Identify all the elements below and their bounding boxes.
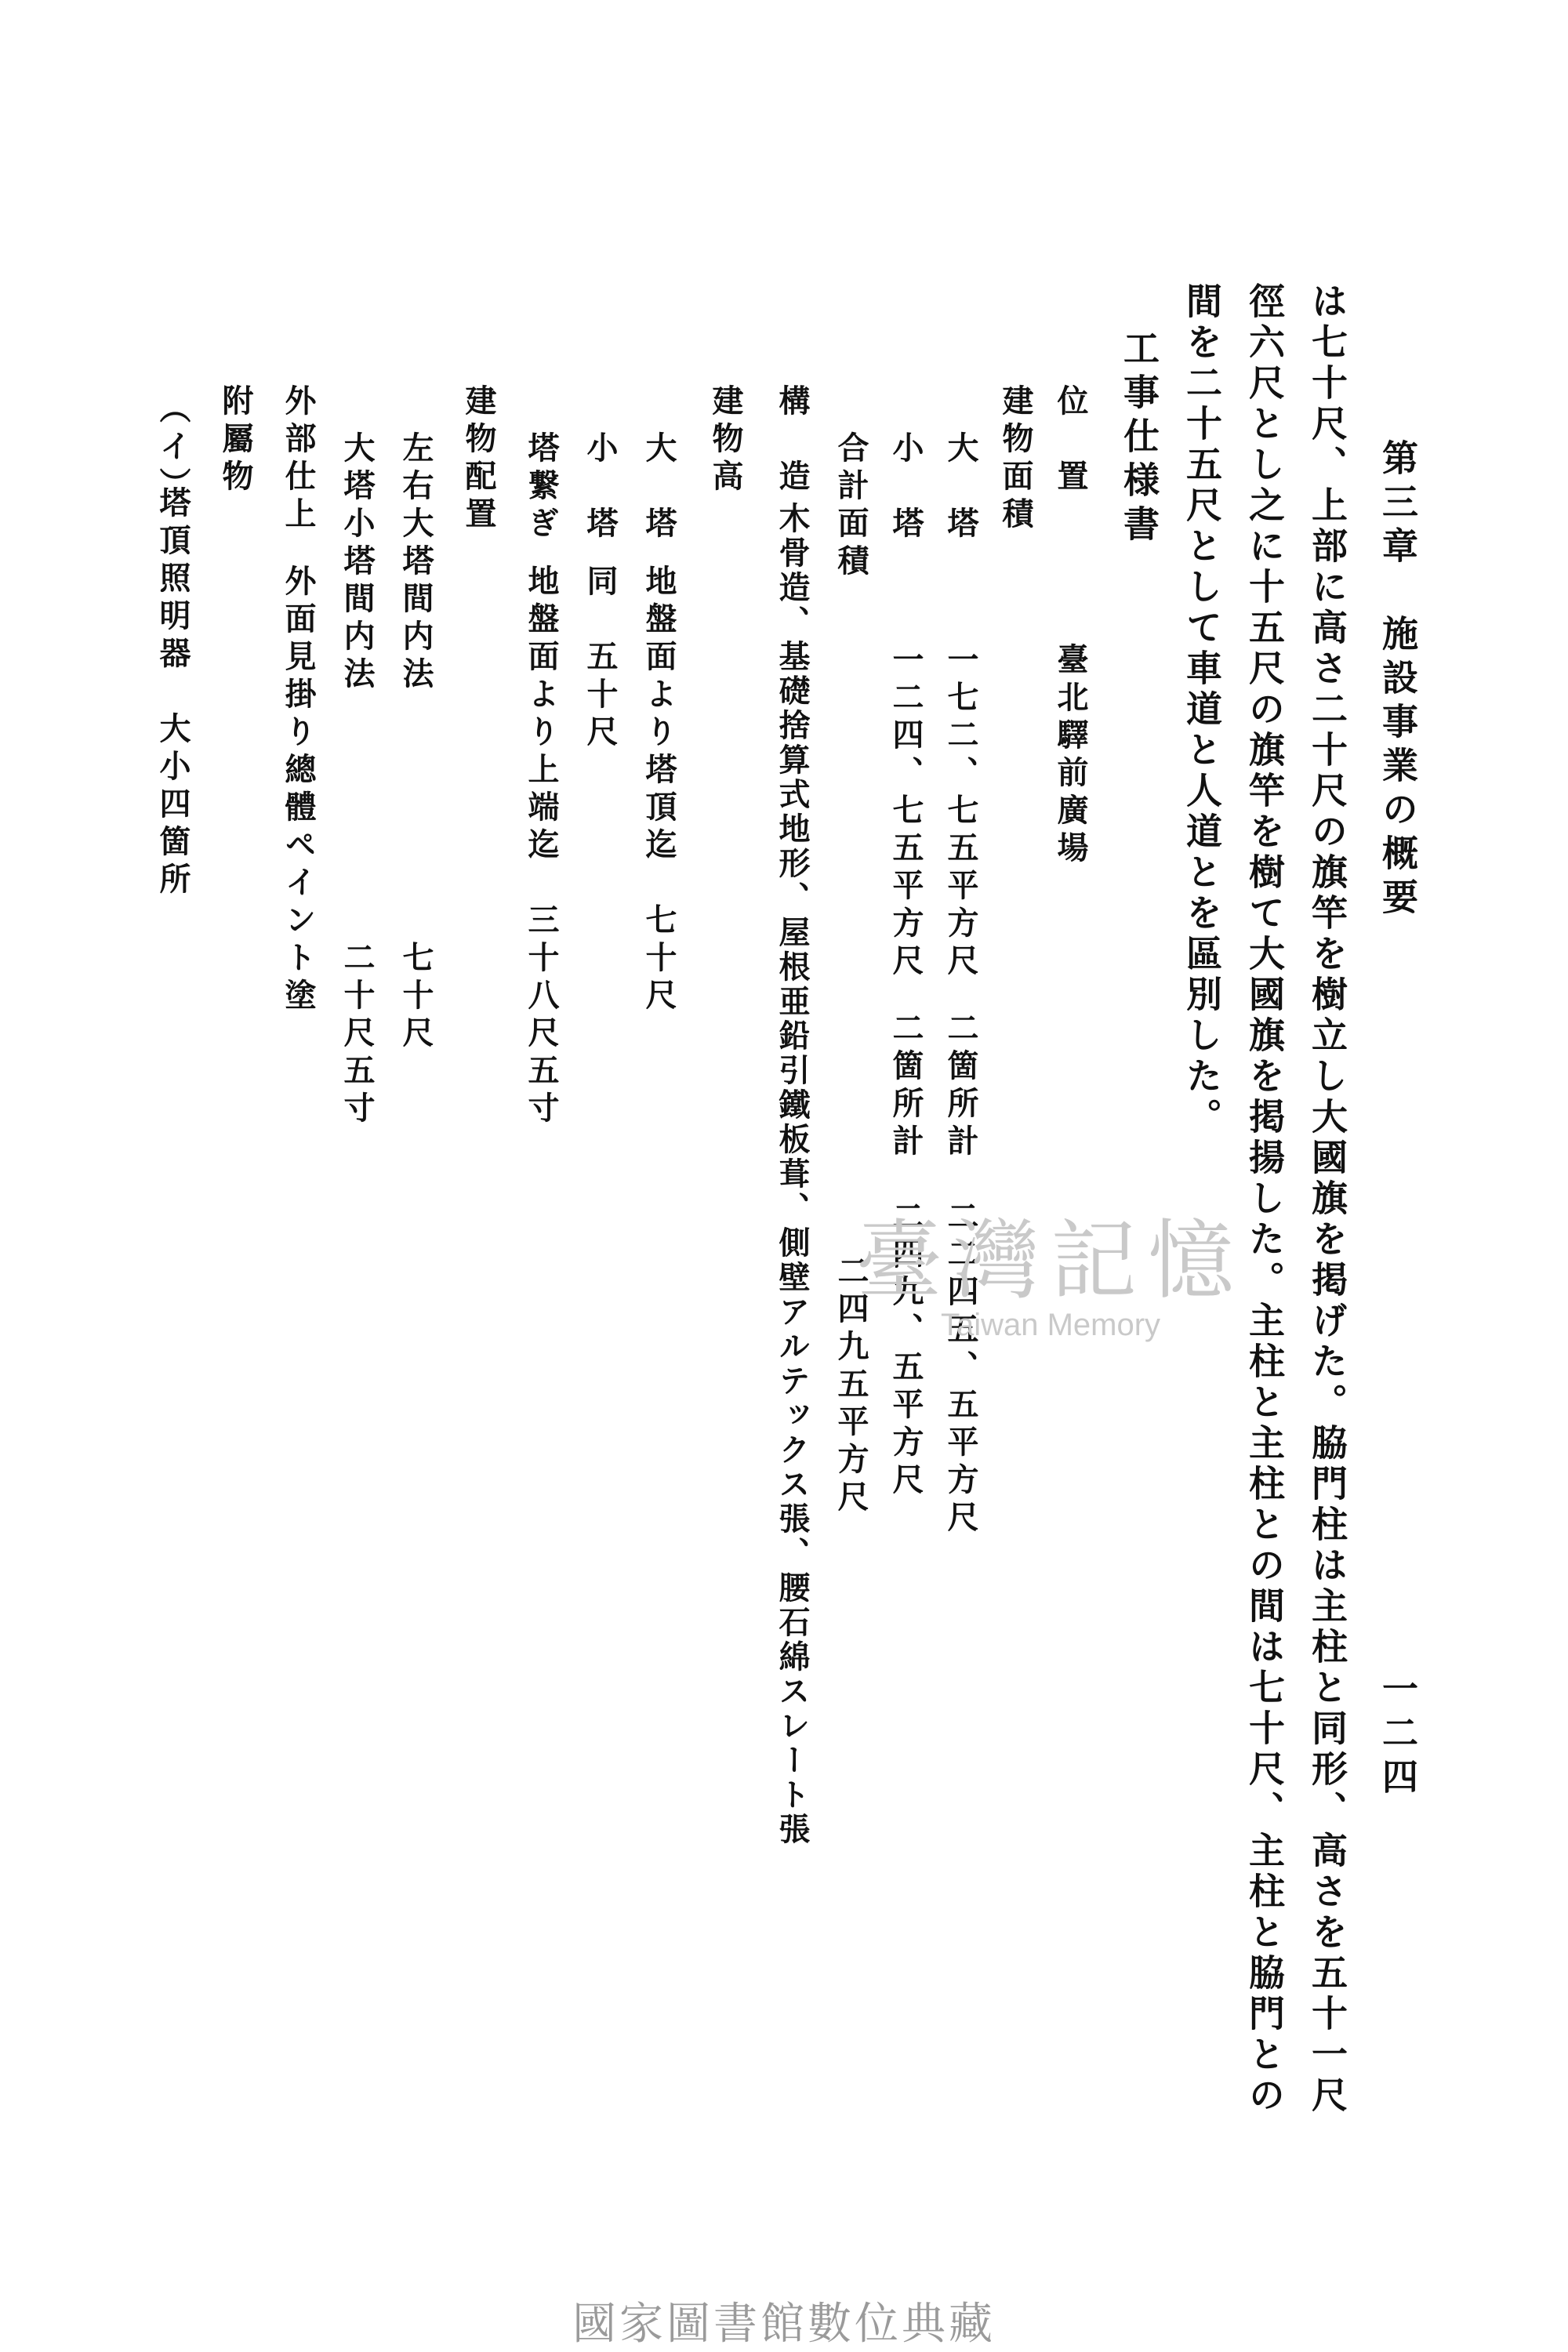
- spec-row-extra: 二箇所計 二四九、五平方尺: [887, 1011, 924, 1501]
- page-number: 一二四: [1377, 1670, 1419, 1802]
- spec-row-label: 塔繋ぎ: [523, 431, 560, 544]
- watermark-chinese: 臺灣記憶: [856, 1210, 1245, 1311]
- spec-row-value: 一二四、七五平方尺: [887, 643, 924, 982]
- spec-row-label: 建物面積: [997, 384, 1034, 535]
- spec-title: 工事仕様書: [1118, 329, 1160, 549]
- spec-row-label: 大 塔: [942, 431, 979, 544]
- spec-row-label: 合計面積: [833, 431, 869, 582]
- spec-row-label: 左右大塔間内法: [397, 431, 434, 695]
- spec-row-label: 外部仕上: [280, 384, 317, 535]
- spec-row-label: 建物配置: [460, 384, 497, 535]
- spec-row-label: 位 置: [1052, 384, 1089, 497]
- spec-row-label: 建物高: [707, 384, 744, 497]
- footer-text: 國家圖書館數位典藏: [572, 2299, 996, 2350]
- spec-row-label: 小 塔: [887, 431, 924, 544]
- spec-row-value: 七十尺: [397, 941, 434, 1054]
- spec-row-value: 塔頂照明器 大小四箇所: [154, 486, 191, 900]
- spec-row-label: 小 塔: [582, 431, 619, 544]
- spec-row-value: 地盤面より上端迄 三十八尺五寸: [523, 564, 560, 1129]
- spec-row-label: （イ）: [154, 392, 191, 505]
- spec-row-value: 臺北驛前廣場: [1052, 643, 1089, 869]
- watermark: [800, 1192, 1301, 1348]
- spec-row-label: 大 塔: [641, 431, 677, 544]
- spec-row-value: 木骨造、基礎捨算式地形、屋根亜鉛引鐵板葺、側壁アルテックス張、腰石綿スレート張: [774, 502, 811, 1847]
- spec-row-value: 地盤面より塔頂迄 七十尺: [641, 564, 677, 1016]
- paragraph-line-2: 徑六尺とし之に十五尺の旗竿を樹て大國旗を掲揚した。主柱と主柱との間は七十尺、主柱と脇門との: [1243, 282, 1286, 2117]
- spec-row-value: 同 五十尺: [582, 564, 619, 753]
- paragraph-line-1: は七十尺、上部に高さ二十尺の旗竿を樹立し大國旗を掲げた。脇門柱は主柱と同形、高さを五十一尺: [1306, 282, 1348, 2117]
- chapter-title: 第三章 施設事業の概要: [1377, 439, 1419, 922]
- spec-row-value: 二十尺五寸: [339, 941, 376, 1129]
- spec-row-extra: 二箇所計 二二四五、五平方尺: [942, 1011, 979, 1538]
- spec-row-extra: 二四九五平方尺: [833, 1254, 869, 1518]
- spec-row-value: 外面見掛り總體ペイント塗: [280, 564, 317, 1016]
- spec-row-label: 大塔小塔間内法: [339, 431, 376, 695]
- spec-row-label: 構 造: [774, 384, 811, 497]
- spec-row-label: 附屬物: [217, 384, 254, 497]
- paragraph-line-3: 間を二十五尺として車道と人道とを區別した。: [1181, 282, 1223, 1138]
- spec-row-value: 一七二、七五平方尺: [942, 643, 979, 982]
- watermark-english: Taiwan Memory: [940, 1308, 1161, 1342]
